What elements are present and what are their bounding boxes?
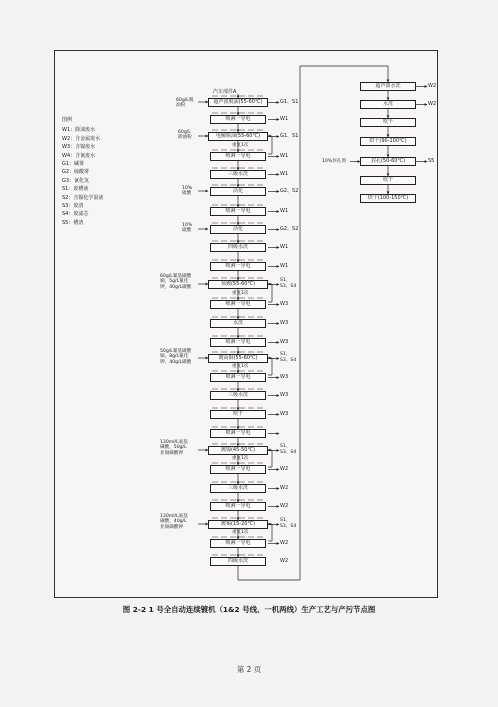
legend-item: S3：废渣 — [62, 203, 84, 210]
output-pollutant: S1、 S3、S4 — [280, 278, 297, 289]
input-copper-plate-bath: 50g/L氰基碳酸 铜，8g/L氰化 钾，40g/L碳酸 — [160, 349, 192, 365]
output-pollutant: W1 — [280, 208, 289, 214]
output-pollutant: S5 — [428, 158, 435, 164]
step-triple-rinse: 三级水洗 — [210, 170, 266, 179]
output-pollutant: G2、S2 — [280, 188, 299, 194]
repeat-label: 重复1次 — [232, 291, 249, 296]
step-nickel-plate: 镀镍(45-50℃) — [208, 446, 268, 455]
repeat-label: 重复1次 — [232, 364, 249, 369]
step-ultrasonic-rinse: 超声波水洗 — [360, 82, 416, 91]
input-tin-bath: 130ml/L氨基 磺酸，40g/L 亚锡磺酸钾 — [160, 514, 188, 530]
input-nickel-bath: 130ml/L氨基 磺酸，50g/L 亚锡磺酸钾 — [160, 440, 188, 456]
repeat-label: 重复1次 — [232, 456, 249, 461]
output-pollutant: W3 — [280, 339, 289, 345]
step-tin-plate: 镀锡(15-20℃) — [208, 520, 268, 529]
legend-item: G1：碱雾 — [62, 161, 85, 168]
legend-item: S2：含镍化学混液 — [62, 194, 104, 201]
step-spray-conduct: 喷淋一导电 — [210, 373, 266, 382]
step-rinse: 水洗 — [210, 319, 266, 328]
step-blow-dry: 吹干 — [360, 118, 416, 127]
step-spray-conduct: 喷淋一导电 — [210, 262, 266, 271]
output-pollutant: S1、 S3、S4 — [280, 352, 297, 363]
output-pollutant: W3 — [280, 392, 289, 398]
output-pollutant: W2 — [280, 466, 289, 472]
output-pollutant: W1 — [280, 153, 289, 159]
input-sealing-agent: 10%封孔剂 — [322, 159, 346, 164]
output-pollutant: W2 — [280, 503, 289, 509]
step-preplate: 预镀(55-60℃) — [208, 280, 268, 289]
output-pollutant: W2 — [428, 101, 437, 107]
step-spray-conduct: 喷淋一导电 — [210, 152, 266, 161]
legend-item: W4：含氰废水 — [62, 152, 96, 159]
step-activation: 活化 — [210, 225, 266, 234]
input-degrease-powder: 60g/L 除油粉 — [178, 130, 192, 141]
step-spray-conduct: 喷淋一导电 — [210, 207, 266, 216]
output-pollutant: S1、 S3、S4 — [280, 518, 297, 529]
step-oven-dry: 烘干(90-100℃) — [360, 137, 416, 146]
step-spray-conduct: 喷淋一导电 — [210, 115, 266, 124]
step-triple-rinse: 三级水洗 — [210, 391, 266, 400]
legend-item: W3：含镍废水 — [62, 144, 96, 151]
output-pollutant: W1 — [280, 171, 289, 177]
legend-item: G3：氰化氢 — [62, 177, 90, 184]
input-degrease-powder: 60g/L脱 油粉 — [176, 98, 194, 109]
repeat-label: 重复1次 — [232, 530, 249, 535]
step-spray-conduct: 喷淋一导电 — [210, 338, 266, 347]
output-pollutant: W2 — [428, 83, 437, 89]
workpiece-label: 汽车部件A — [213, 89, 237, 95]
input-copper-preplate-bath: 60g/L氰基碳酸 铜，5g/L氰化 钾，40g/L碳酸 — [160, 274, 192, 290]
output-pollutant: W3 — [280, 320, 289, 326]
input-sulfuric-acid: 10% 硫酸 — [182, 223, 193, 234]
step-sealing: 封孔(50-60℃) — [360, 157, 416, 166]
legend-item: S5：槽渣 — [62, 219, 84, 226]
step-rinse: 水洗 — [360, 100, 416, 109]
step-spray-conduct: 喷淋一导电 — [210, 429, 266, 438]
output-pollutant: W2 — [280, 558, 289, 564]
output-pollutant: G1、S1 — [280, 133, 299, 139]
step-blow-dry: 吹干 — [360, 176, 416, 185]
step-spray-conduct: 喷淋一导电 — [210, 300, 266, 309]
legend-item: W1：除油废水 — [62, 127, 96, 134]
step-quad-rinse: 四级水洗 — [210, 243, 266, 252]
legend-item: S1：废槽液 — [62, 186, 89, 193]
output-pollutant: W1 — [280, 116, 289, 122]
input-sulfuric-acid: 10% 硫酸 — [182, 186, 193, 197]
output-pollutant: W2 — [280, 485, 289, 491]
step-oven-dry: 烘干(100-150℃) — [360, 194, 416, 203]
legend-title: 图例 — [62, 117, 73, 123]
step-triple-rinse: 三级水洗 — [210, 484, 266, 493]
step-spray-conduct: 喷淋一导电 — [210, 465, 266, 474]
output-pollutant: W2 — [280, 540, 289, 546]
legend-item: W2：含金属废水 — [62, 135, 101, 142]
figure-caption: 图 2-2 1 号全自动连续镀机（1&2 号线、一机两线）生产工艺与产污节点图 — [122, 605, 376, 614]
output-pollutant: G1、S1 — [280, 99, 299, 105]
output-pollutant: S1、 S3、S4 — [280, 444, 297, 455]
legend-item: G2：硫酸雾 — [62, 169, 90, 176]
repeat-label: 重复1次 — [232, 143, 249, 148]
output-pollutant: W1 — [280, 263, 289, 269]
output-pollutant: W3 — [280, 411, 289, 417]
step-electrolytic-degrease: 电解脱油(55-60℃) — [208, 132, 268, 141]
legend-item: S4：废滤芯 — [62, 211, 89, 218]
step-ultrasonic-degrease: 超声波脱油(55-60℃) — [208, 98, 268, 107]
output-pollutant: W1 — [280, 244, 289, 250]
step-blow-dry: 吹干 — [210, 410, 266, 419]
output-pollutant: G2、S2 — [280, 226, 299, 232]
step-spray-conduct: 喷淋一导电 — [210, 539, 266, 548]
step-copper-plate: 镀高铜(55-60℃) — [208, 354, 268, 363]
output-pollutant: W3 — [280, 374, 289, 380]
page-number: 第 2 页 — [236, 665, 262, 674]
output-pollutant: W3 — [280, 301, 289, 307]
step-activation: 活化 — [210, 187, 266, 196]
step-spray-conduct: 喷淋一导电 — [210, 502, 266, 511]
step-quad-rinse: 四级水洗 — [210, 557, 266, 566]
